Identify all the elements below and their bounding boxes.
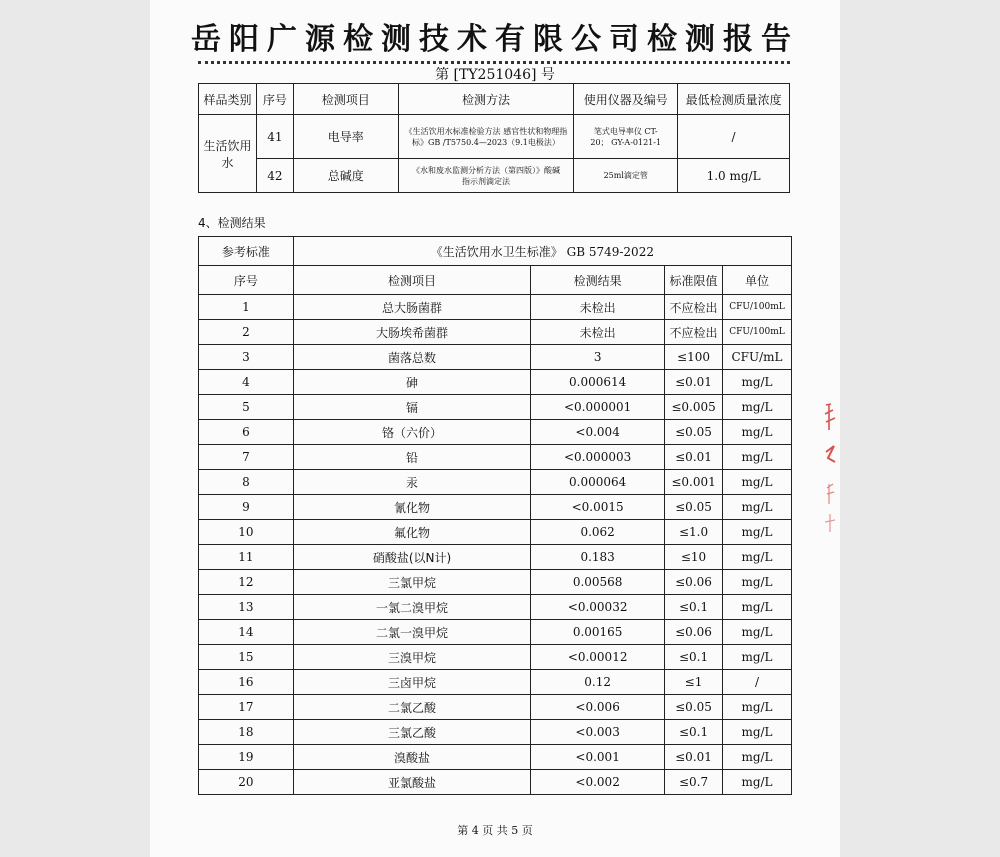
row-unit: mg/L: [723, 695, 792, 720]
methods-header-row: [199, 84, 790, 115]
row-result: 0.00165: [531, 620, 665, 645]
row-item: 二氯乙酸: [293, 695, 530, 720]
table-row: [199, 670, 792, 695]
row-unit: /: [723, 670, 792, 695]
row-unit: CFU/100mL: [723, 320, 792, 345]
row-limit: ≤0.005: [665, 395, 723, 420]
method-instrument: 笔式电导率仪 CT-20； GY-A-0121-1: [574, 115, 678, 159]
method-text: 《生活饮用水标准检验方法 感官性状和物理指标》GB /T5750.4—2023（9.1电极法）: [398, 115, 574, 159]
row-limit: ≤0.001: [665, 470, 723, 495]
row-unit: mg/L: [723, 570, 792, 595]
row-no: 4: [199, 370, 294, 395]
row-no: 3: [199, 345, 294, 370]
method-no: 41: [256, 115, 293, 159]
row-unit: mg/L: [723, 770, 792, 795]
row-result: <0.002: [531, 770, 665, 795]
row-unit: CFU/100mL: [723, 295, 792, 320]
row-result: 0.000064: [531, 470, 665, 495]
row-result: 3: [531, 345, 665, 370]
row-limit: 不应检出: [665, 320, 723, 345]
row-limit: ≤0.01: [665, 745, 723, 770]
header-unit: 单位: [723, 266, 792, 295]
row-item: 二氯一溴甲烷: [293, 620, 530, 645]
header-no: 序号: [256, 84, 293, 115]
row-no: 11: [199, 545, 294, 570]
row-unit: mg/L: [723, 520, 792, 545]
row-item: 三氯乙酸: [293, 720, 530, 745]
results-section-title: 4、检测结果: [198, 216, 266, 230]
row-item: 硝酸盐(以N计): [293, 545, 530, 570]
header-result: 检测结果: [531, 266, 665, 295]
row-result: 0.12: [531, 670, 665, 695]
row-unit: mg/L: [723, 720, 792, 745]
row-item: 氟化物: [293, 520, 530, 545]
header-item: 检测项目: [293, 266, 530, 295]
table-row: [199, 520, 792, 545]
row-no: 8: [199, 470, 294, 495]
row-no: 6: [199, 420, 294, 445]
reference-label: 参考标准: [199, 237, 294, 266]
row-result: <0.006: [531, 695, 665, 720]
row-limit: ≤0.1: [665, 645, 723, 670]
row-limit: ≤1.0: [665, 520, 723, 545]
row-item: 菌落总数: [293, 345, 530, 370]
row-limit: ≤0.1: [665, 595, 723, 620]
results-table: [198, 236, 792, 795]
row-no: 19: [199, 745, 294, 770]
method-min-conc: /: [678, 115, 790, 159]
table-row: [199, 295, 792, 320]
table-row: [199, 645, 792, 670]
row-limit: ≤0.01: [665, 445, 723, 470]
report-title: 岳阳广源检测技术有限公司检测报告: [191, 22, 799, 57]
row-no: 15: [199, 645, 294, 670]
row-item: 三溴甲烷: [293, 645, 530, 670]
row-item: 一氯二溴甲烷: [293, 595, 530, 620]
row-limit: 不应检出: [665, 295, 723, 320]
row-result: 未检出: [531, 295, 665, 320]
row-no: 7: [199, 445, 294, 470]
row-no: 10: [199, 520, 294, 545]
row-limit: ≤10: [665, 545, 723, 570]
row-result: 0.062: [531, 520, 665, 545]
header-sample-category: 样品类别: [199, 84, 257, 115]
row-no: 2: [199, 320, 294, 345]
reference-standard-row: [199, 237, 792, 266]
table-row: [199, 495, 792, 520]
row-item: 砷: [293, 370, 530, 395]
row-limit: ≤0.7: [665, 770, 723, 795]
header-instrument: 使用仪器及编号: [574, 84, 678, 115]
row-item: 三氯甲烷: [293, 570, 530, 595]
row-result: <0.001: [531, 745, 665, 770]
row-limit: ≤0.05: [665, 420, 723, 445]
row-limit: ≤0.05: [665, 695, 723, 720]
row-result: 0.183: [531, 545, 665, 570]
row-no: 12: [199, 570, 294, 595]
row-unit: mg/L: [723, 545, 792, 570]
row-item: 亚氯酸盐: [293, 770, 530, 795]
row-limit: ≤0.06: [665, 570, 723, 595]
row-item: 总大肠菌群: [293, 295, 530, 320]
row-no: 18: [199, 720, 294, 745]
red-stamp-fragment: [823, 400, 839, 540]
report-page: [150, 0, 840, 857]
row-limit: ≤1: [665, 670, 723, 695]
row-unit: mg/L: [723, 370, 792, 395]
method-item: 总碱度: [293, 159, 398, 193]
row-result: 0.00568: [531, 570, 665, 595]
header-limit: 标准限值: [665, 266, 723, 295]
row-item: 氰化物: [293, 495, 530, 520]
sample-category: 生活饮用水: [199, 115, 257, 193]
row-unit: mg/L: [723, 420, 792, 445]
row-limit: ≤0.1: [665, 720, 723, 745]
row-result: <0.004: [531, 420, 665, 445]
results-header-row: [199, 266, 792, 295]
table-row: [199, 545, 792, 570]
row-unit: mg/L: [723, 745, 792, 770]
row-result: <0.00012: [531, 645, 665, 670]
row-item: 溴酸盐: [293, 745, 530, 770]
methods-row: [199, 159, 790, 193]
row-item: 铅: [293, 445, 530, 470]
report-number: 第 [TY251046] 号: [435, 67, 555, 83]
method-instrument: 25ml滴定管: [574, 159, 678, 193]
table-row: [199, 370, 792, 395]
row-result: 未检出: [531, 320, 665, 345]
table-row: [199, 695, 792, 720]
table-row: [199, 770, 792, 795]
methods-row: [199, 115, 790, 159]
page-footer: 第 4 页 共 5 页: [457, 824, 533, 837]
header-min-conc: 最低检测质量浓度: [678, 84, 790, 115]
row-item: 镉: [293, 395, 530, 420]
row-result: <0.003: [531, 720, 665, 745]
row-unit: mg/L: [723, 395, 792, 420]
row-limit: ≤0.05: [665, 495, 723, 520]
header-no: 序号: [199, 266, 294, 295]
header-method: 检测方法: [398, 84, 574, 115]
row-item: 大肠埃希菌群: [293, 320, 530, 345]
row-result: 0.000614: [531, 370, 665, 395]
row-unit: mg/L: [723, 645, 792, 670]
method-no: 42: [256, 159, 293, 193]
table-row: [199, 445, 792, 470]
row-unit: CFU/mL: [723, 345, 792, 370]
row-limit: ≤0.01: [665, 370, 723, 395]
row-unit: mg/L: [723, 495, 792, 520]
method-min-conc: 1.0 mg/L: [678, 159, 790, 193]
table-row: [199, 570, 792, 595]
table-row: [199, 345, 792, 370]
table-row: [199, 420, 792, 445]
row-item: 三卤甲烷: [293, 670, 530, 695]
header-item: 检测项目: [293, 84, 398, 115]
row-no: 9: [199, 495, 294, 520]
table-row: [199, 395, 792, 420]
row-result: <0.0015: [531, 495, 665, 520]
table-row: [199, 470, 792, 495]
row-result: <0.000003: [531, 445, 665, 470]
row-no: 1: [199, 295, 294, 320]
row-item: 汞: [293, 470, 530, 495]
reference-value: 《生活饮用水卫生标准》 GB 5749-2022: [293, 237, 791, 266]
row-no: 16: [199, 670, 294, 695]
row-unit: mg/L: [723, 595, 792, 620]
method-text: 《水和废水监测分析方法（第四版）》酸碱指示剂滴定法: [398, 159, 574, 193]
row-no: 17: [199, 695, 294, 720]
row-no: 5: [199, 395, 294, 420]
row-item: 铬（六价）: [293, 420, 530, 445]
table-row: [199, 620, 792, 645]
row-unit: mg/L: [723, 445, 792, 470]
row-no: 14: [199, 620, 294, 645]
table-row: [199, 595, 792, 620]
table-row: [199, 745, 792, 770]
method-item: 电导率: [293, 115, 398, 159]
row-limit: ≤0.06: [665, 620, 723, 645]
table-row: [199, 720, 792, 745]
row-limit: ≤100: [665, 345, 723, 370]
row-result: <0.00032: [531, 595, 665, 620]
results-body: [199, 295, 792, 795]
row-no: 20: [199, 770, 294, 795]
table-row: [199, 320, 792, 345]
row-unit: mg/L: [723, 470, 792, 495]
row-unit: mg/L: [723, 620, 792, 645]
methods-table: [198, 83, 790, 193]
row-result: <0.000001: [531, 395, 665, 420]
row-no: 13: [199, 595, 294, 620]
